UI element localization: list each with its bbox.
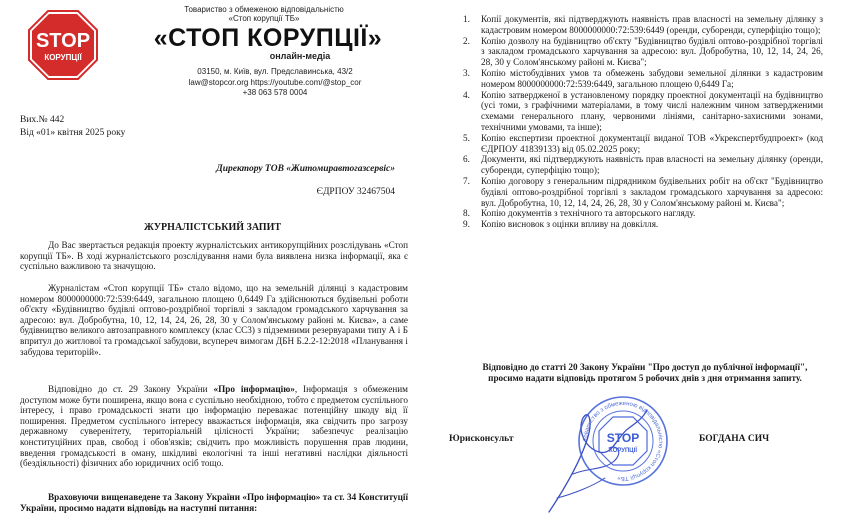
list-item [463,35,823,68]
document-title: ЖУРНАЛІСТСЬКИЙ ЗАПИТ [143,222,282,233]
outgoing-number: Вих.№ 442 [20,115,65,125]
list-item-number: 2. [463,35,470,46]
seal-ring-text: Товариство з обмеженою відповідальністю «Стоп корупції ТБ» [582,400,664,482]
web-contacts: law@stopcor.org https://youtube.com/@stop_cor [188,77,362,87]
signatory-name: БОГДАНА СИЧ [699,434,770,444]
legal-basis-paragraph [20,384,408,469]
request-paragraph [20,492,408,513]
intro-paragraph [20,240,408,272]
company-seal [577,395,669,487]
addressee-block [216,163,395,199]
outgoing-date: Від «01» квітня 2025 року [20,128,126,138]
facts-text: Журналістам «Стоп корупції ТБ» стало відомо, що на земельній ділянці з кадастровим номером 8000000000:72:539:6449, загальною площею 0,6449 Га здійснюються будівельні роботи об'єкту «Будівництво будівлі оптово-роздрібної торгівлі з закладом громадського харчування за адресою: вул. Добробутна, 10, 12, 14, 24, 26, 28, 30 у Солом'янському районі м. Києва», а саме будівництво великого автозаправного комплексу (клас СС3) з підземними резервуарами типу А і Б впритул до житлової та громадської забудови, всупереч вимогам ДБН Б.2.2-12:2018 «Планування і забудова територій». [20,283,408,357]
list-item [463,219,823,230]
questions-list [463,14,823,230]
addressee-code: ЄДРПОУ 32467504 [316,187,395,197]
list-item-number: 5. [463,132,470,143]
list-item-number: 8. [463,208,470,219]
request-text: Враховуючи вищенаведене та Закону України «Про інформацію» та ст. 34 Конституції України, просимо надати відповідь на наступні питання: [20,492,408,513]
list-item-text: Копію експертизи проектної документації виданої ТОВ «Укрекспертбудпроект» (код ЄДРПОУ 41839133) від 05.02.2025 року; [481,132,823,154]
intro-text: До Вас звертається редакція проекту журналістських антикорупційних розслідувань «Стоп корупції ТБ». В ході журналістського розслідування нами була виявлена низка інформації, яка є суспільно важливою та значущою. [20,240,408,272]
closing-line-2: просимо надати відповідь протягом 5 робочих днів з дня отримання запиту. [488,373,802,383]
legal-text-a: Відповідно до ст. 29 Закону України [48,384,214,394]
brand-subtitle: онлайн-медіа [269,51,331,61]
list-item-number: 3. [463,67,470,78]
facts-paragraph [20,283,408,357]
list-item-text: Документи, які підтверджують наявність прав власності на земельну ділянку (оренди, суборенди, суперфіцію тощо); [481,154,823,176]
phone-number: +38 063 578 0004 [242,88,308,97]
list-item [463,154,823,176]
list-item-text: Копію договору з генеральним підрядником будівельних робіт на об'єкт "Будівництво будівлі оптово-роздрібної торгівлі з закладом громадського харчування за адресою: вул. Добробутна, 10, 12, 14, 24, 26, 28, 30 у Солом'янському районі м. Києва"; [481,175,823,208]
company-line-2: «Стоп корупції ТБ» [228,14,300,23]
logo-stop-text: STOP [35,30,91,52]
list-item-text: Копію дозволу на будівництво об'єкту "Будівництво будівлі оптово-роздрібної торгівлі з закладом громадського харчування за адресою: вул. Добробутна, 10, 12, 14, 24, 26, 28, 30 у Солом'янському районі м. Києва"; [481,35,823,68]
list-item [463,175,823,208]
postal-address: 03150, м. Київ, вул. Предславинська, 43/2 [197,67,353,76]
signatory-role: Юрисконсульт [449,434,514,444]
seal-corruption-text: КОРУПЦІЇ [608,448,638,454]
stop-corruption-logo [28,10,98,80]
list-item-text: Копії документів, які підтверджують наявність прав власності на земельну ділянку з кадастровим номером 8000000000:72:539:6449 (оренди, суборенди, суперфіцію тощо); [481,14,823,35]
list-item-number: 7. [463,175,470,186]
list-item-number: 1. [463,14,470,24]
seal-stop-text: STOP [606,431,640,445]
outgoing-reference [20,114,125,140]
list-item-number: 4. [463,89,470,100]
list-item-text: Копію висновок з оцінки впливу на довкілля. [481,219,659,230]
list-item [463,89,823,133]
contacts-block [160,67,390,99]
company-line-1: Товариство з обмеженою відповідальністю [184,5,344,14]
list-item [463,208,823,219]
list-item [463,67,823,90]
list-item-number: 6. [463,154,470,165]
law-name: «Про інформацію» [213,384,295,394]
addressee-name: Директору ТОВ «Житомиравтогазсервіс» [216,164,395,174]
letter-page-2 [425,0,850,528]
closing-line-1: Відповідно до статті 20 Закону України "Про доступ до публічної інформації", [482,362,808,372]
brand-title: «СТОП КОРУПЦІЇ» [153,24,383,52]
legal-text-b: , Інформація з обмеженим доступом може бути поширена, якщо вона є суспільно необхідною, тобто є предметом суспільного інтересу, і право громадськості знати цю інформацію переважає потенційну шкоду від її поширення. Предметом суспільного інтересу вважається інформація, яка свідчить про загрозу державному суверенітету, територіальній цілісності України; забезпечує реалізацію конституційних прав, свобод і обов'язків; свідчить про можливість порушення прав людини, введення громадськості в оману, шкідливі екологічні та інші негативні наслідки діяльності (бездіяльності) фізичних або юридичних осіб тощо. [20,384,408,469]
list-item-text: Копію затвердженої в установленому порядку проектної документації на будівництво (усі томи, з графічними матеріалами, в тому числі належним чином затвердженими схемами генерального плану, червоними лініями, санітарно-захисними зонами, технічними умовами, та інше); [481,89,823,132]
logo-corruption-text: КОРУПЦІЇ [44,53,82,62]
list-item-number: 9. [463,219,470,230]
list-item [463,132,823,155]
list-item-text: Копію містобудівних умов та обмежень забудови земельної ділянки з кадастровим номером 8000000000:72:539:6449, загальною площею 0,6449 Га; [481,67,823,89]
company-name [114,5,414,23]
list-item-text: Копію документів з технічного та авторського нагляду. [481,208,696,219]
list-item [463,14,823,36]
